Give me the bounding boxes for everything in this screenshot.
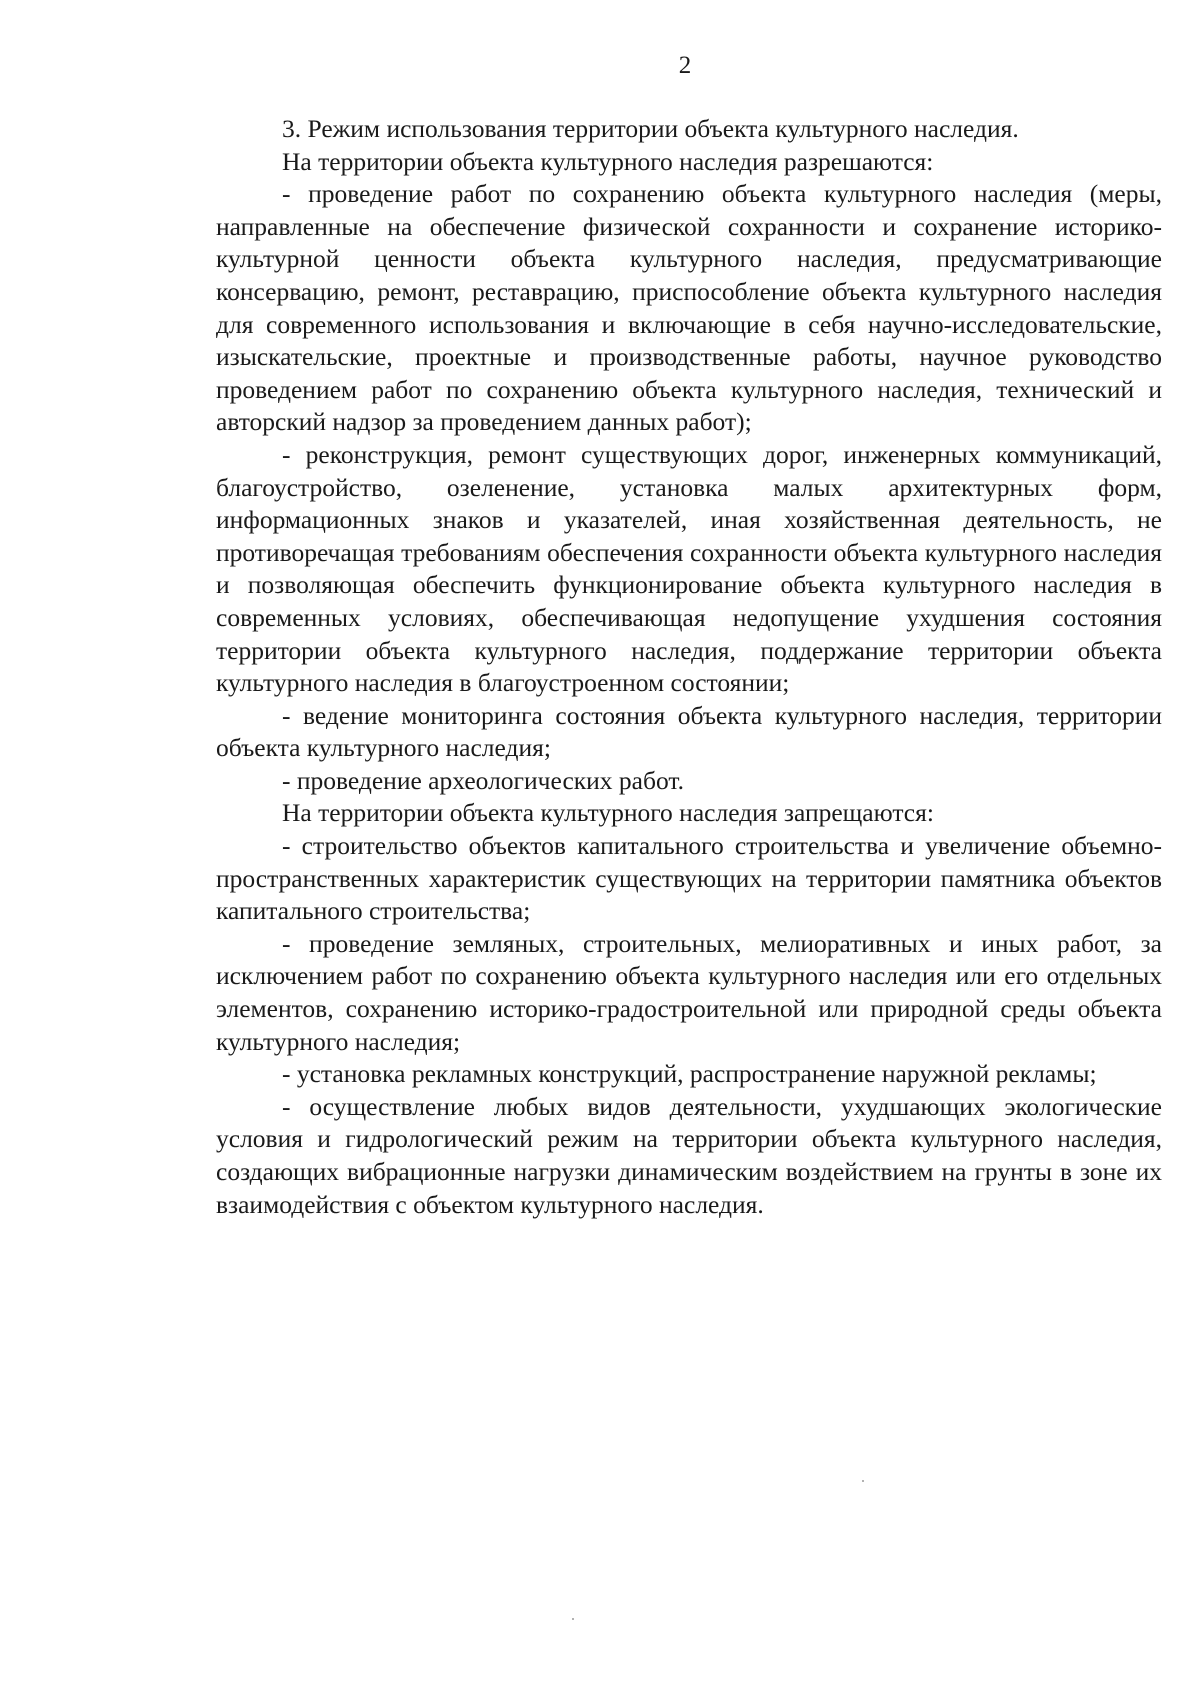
prohibited-item-earthworks: - проведение земляных, строительных, мелиоративных и иных работ, за исключением работ по сохранению объекта культурного наследия или его отдельных элементов, сохранению историко-градостроительной или природной среды объекта культурного наследия;: [216, 928, 1162, 1056]
permitted-item-archaeology: - проведение археологических работ.: [282, 765, 684, 795]
prohibited-intro: На территории объекта культурного наследия запрещаются:: [282, 798, 934, 828]
permitted-intro: На территории объекта культурного наследия разрешаются:: [282, 146, 934, 176]
permitted-item-preservation: - проведение работ по сохранению объекта культурного наследия (меры, направленные на обеспечение физической сохранности и сохранение историко-культурной ценности объекта культурного наследия, предусматривающие консервацию, ремонт, реставрацию, приспособление объекта культурного наследия для современного использования и включающие в себя научно-исследовательские, изыскательские, проектные и производственные работы, научное руководство проведением работ по сохранению объекта культурного наследия, технический и авторский надзор за проведением данных работ);: [216, 179, 1162, 437]
prohibited-item-advertising: - установка рекламных конструкций, распространение наружной рекламы;: [282, 1059, 1097, 1089]
scan-speck: [862, 1480, 864, 1482]
prohibited-item-harmful-activities: - осуществление любых видов деятельности, ухудшающих экологические условия и гидрологический режим на территории объекта культурного наследия, создающих вибрационные нагрузки динамическим воздействием на грунты в зоне их взаимодействия с объектом культурного наследия.: [216, 1091, 1162, 1219]
prohibited-item-construction: - строительство объектов капитального строительства и увеличение объемно-пространственных характеристик существующих на территории памятника объектов капитального строительства;: [216, 831, 1162, 926]
permitted-item-monitoring: - ведение мониторинга состояния объекта культурного наследия, территории объекта культурного наследия;: [216, 700, 1162, 763]
page-number: 2: [678, 52, 692, 79]
scan-speck: [572, 1618, 574, 1620]
permitted-item-reconstruction: - реконструкция, ремонт существующих дорог, инженерных коммуникаций, благоустройство, озеленение, установка малых архитектурных форм, информационных знаков и указателей, иная хозяйственная деятельность, не противоречащая требованиям обеспечения сохранности объекта культурного наследия и позволяющая обеспечить функционирование объекта культурного наследия в современных условиях, обеспечивающая недопущение ухудшения состояния территории объекта культурного наследия, поддержание территории объекта культурного наследия в благоустроенном состоянии;: [216, 439, 1162, 698]
section-heading: 3. Режим использования территории объекта культурного наследия.: [282, 114, 1019, 143]
document-body: [216, 113, 1162, 1221]
